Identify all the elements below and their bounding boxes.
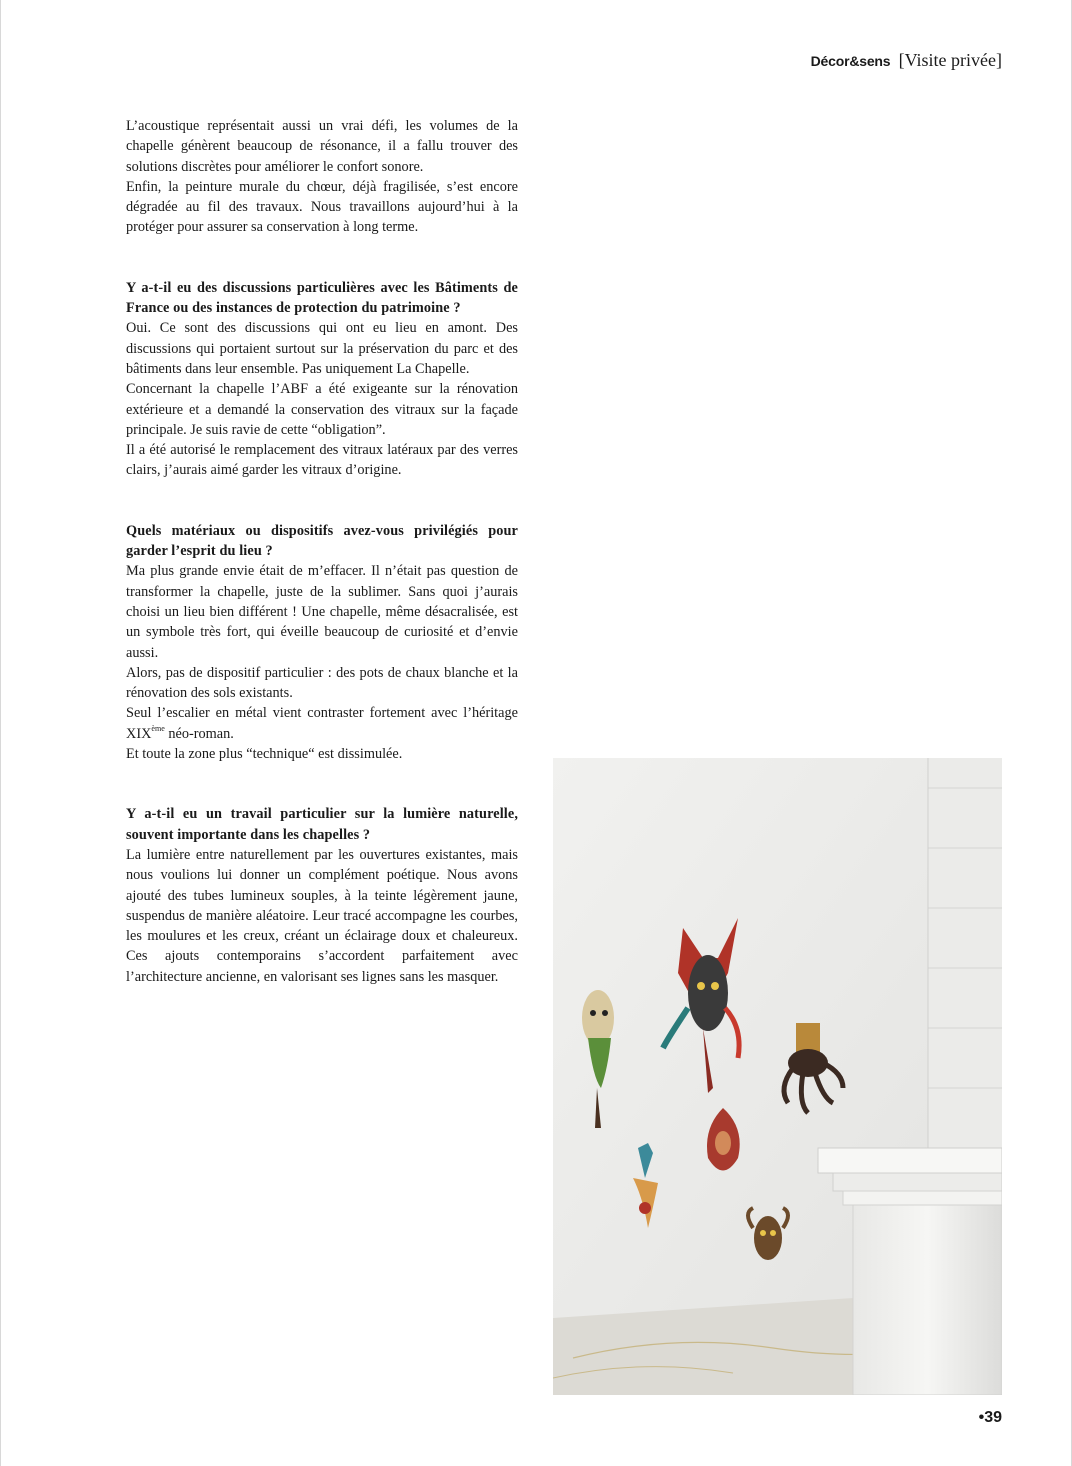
superscript: ème xyxy=(151,723,165,733)
interview-question: Quels matériaux ou dispositifs avez-vous privilégiés pour garder l’esprit du lieu ? xyxy=(126,522,518,560)
paragraph: Oui. Ce sont des discussions qui ont eu lieu en amont. Des discussions qui portaient surtout sur la préservation du parc et des bâtiments dans leur ensemble. Pas uniquement La Chapelle. xyxy=(126,320,518,377)
paragraph: Ma plus grande envie était de m’effacer. Il n’était pas question de transformer la chapelle, juste de la sublimer. Sans quoi j’aurais choisi un lieu bien différent ! Une chapelle, même désacralisée, est un symbole très fort, qui éveille beaucoup de curiosité et d’envie aussi. xyxy=(126,563,518,661)
magazine-brand: Décor&sens xyxy=(810,53,891,69)
text-run: néo-roman. xyxy=(164,725,234,742)
paragraph: Enfin, la peinture murale du chœur, déjà fragilisée, s’est encore dégradée au fil des travaux. Nous travaillons aujourd’hui à la protéger pour assurer sa conservation à long terme. xyxy=(126,178,518,236)
paragraph: Il a été autorisé le remplacement des vitraux latéraux par des verres clairs, j’aurais aimé garder les vitraux d’origine. xyxy=(126,442,518,479)
article-body xyxy=(126,116,518,987)
photo-masks-on-wall xyxy=(553,758,1002,1395)
paragraph: Alors, pas de dispositif particulier : des pots de chaux blanche et la rénovation des sols existants. xyxy=(126,664,518,702)
paragraph xyxy=(126,703,518,744)
interview-question: Y a-t-il eu des discussions particulières avec les Bâtiments de France ou des instances de protection du patrimoine ? xyxy=(126,279,518,317)
running-header xyxy=(811,50,1002,71)
stone-corner xyxy=(928,758,1002,1158)
text-run: Seul l’escalier en métal vient contraster fortement avec l’héritage XIX xyxy=(126,705,518,742)
paragraph: La lumière entre naturellement par les ouvertures existantes, mais nous voulions lui donner un complément poétique. Nous avons ajouté des tubes lumineux souples, à la teinte légèrement jaune, suspendus de manière aléatoire. Leur tracé accompagne les courbes, les moulures et les creux, créant un éclairage doux et chaleureux. Ces ajouts contemporains s’accordent parfaitement avec l’architecture ancienne, en valorisant ses lignes sans les masquer. xyxy=(126,846,518,985)
paragraph: L’acoustique représentait aussi un vrai défi, les volumes de la chapelle génèrent beaucoup de résonance, il a fallu trouver des solutions discrètes pour améliorer le confort sonore. xyxy=(126,118,518,175)
page-number: •39 xyxy=(978,1409,1002,1426)
paragraph: Et toute la zone plus “technique“ est dissimulée. xyxy=(126,746,403,763)
page-edge-left xyxy=(0,0,1,1466)
interview-question: Y a-t-il eu un travail particulier sur la lumière naturelle, souvent importante dans les chapelles ? xyxy=(126,806,518,843)
paragraph: Concernant la chapelle l’ABF a été exigeante sur la rénovation extérieure et a demandé la conservation des vitraux sur la façade principale. Je suis ravie de cette “obligation”. xyxy=(126,381,518,438)
photo-illustration xyxy=(553,758,1002,1395)
section-name: [Visite privée] xyxy=(898,50,1002,70)
